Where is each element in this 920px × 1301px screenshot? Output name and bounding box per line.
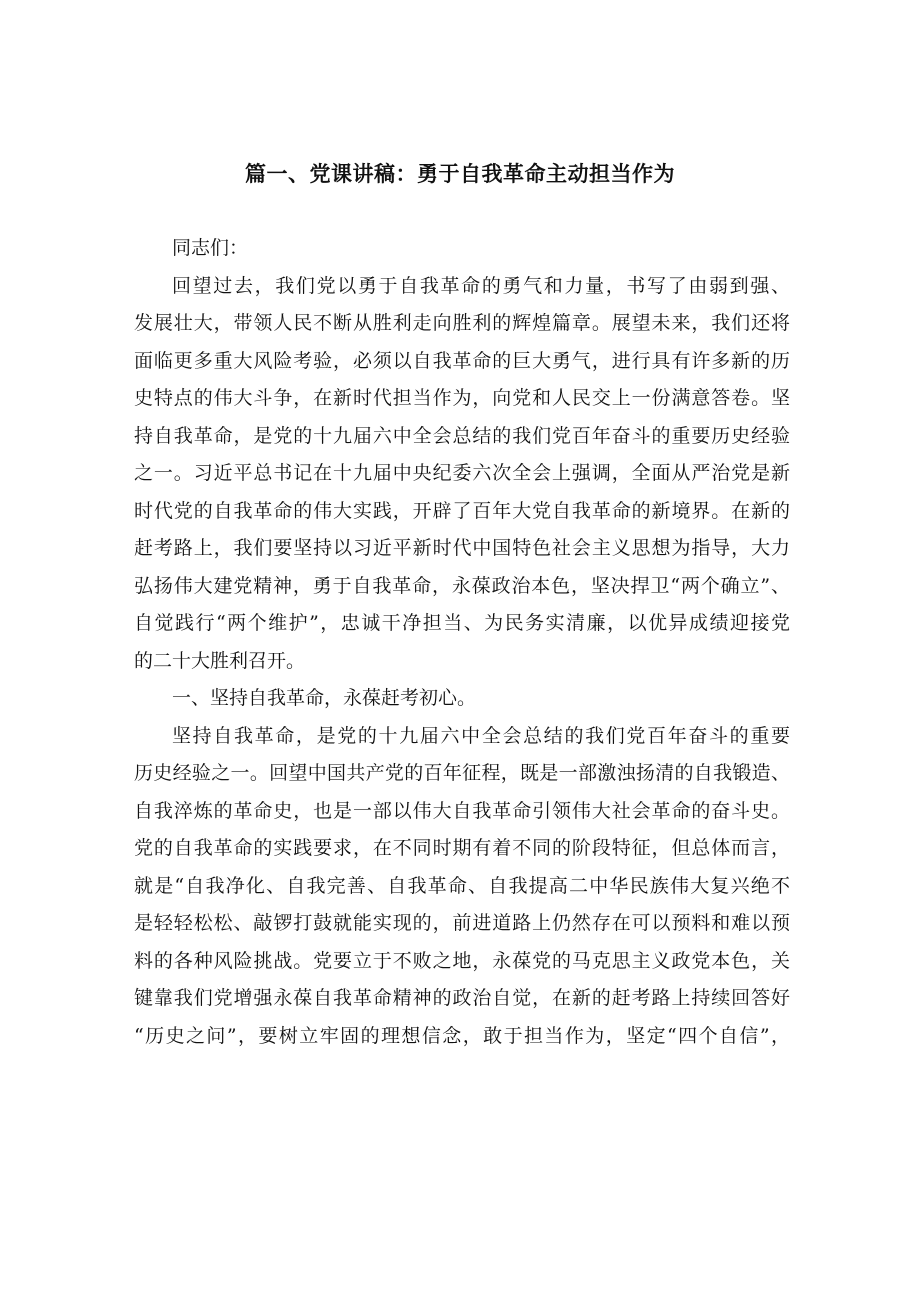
paragraph-line: 回望过去，我们党以勇于自我革命的勇气和力量，书写了由弱到强、 — [172, 274, 790, 297]
paragraph-line: 是轻轻松松、敲锣打鼓就能实现的，前进道路上仍然存在可以预料和难以预 — [134, 912, 790, 934]
paragraph-line: 史特点的伟大斗争，在新时代担当作为，向党和人民交上一份满意答卷。坚 — [134, 387, 790, 409]
paragraph-line: 弘扬伟大建党精神，勇于自我革命，永葆政治本色，坚决捍卫“两个确立”、 — [134, 574, 790, 597]
paragraph-line: 坚持自我革命，是党的十九届六中全会总结的我们党百年奋斗的重要 — [172, 724, 790, 747]
paragraph-line: 时代党的自我革命的伟大实践，开辟了百年大党自我革命的新境界。在新的 — [134, 499, 790, 522]
section-heading: 一、坚持自我革命，永葆赶考初心。 — [172, 687, 477, 709]
paragraph-line: 发展壮大，带领人民不断从胜利走向胜利的辉煌篇章。展望未来，我们还将 — [134, 312, 790, 334]
paragraph-line: 之一。习近平总书记在十九届中央纪委六次全会上强调，全面从严治党是新 — [134, 462, 790, 484]
paragraph-line: 自觉践行“两个维护”，忠诚干净担当、为民务实清廉，以优异成绩迎接党 — [134, 612, 790, 634]
paragraph-line: 料的各种风险挑战。党要立于不败之地，永葆党的马克思主义政党本色，关 — [134, 949, 790, 972]
document-title: 篇一、党课讲稿：勇于自我革命主动担当作为 — [245, 162, 675, 186]
salutation-line: 同志们： — [172, 237, 249, 259]
paragraph-line: 历史经验之一。回望中国共产党的百年征程，既是一部激浊扬清的自我锻造、 — [134, 762, 790, 784]
paragraph-line: 赶考路上，我们要坚持以习近平新时代中国特色社会主义思想为指导，大力 — [134, 537, 790, 559]
document-body — [134, 230, 790, 1055]
paragraph-line: 持自我革命，是党的十九届六中全会总结的我们党百年奋斗的重要历史经验 — [134, 424, 790, 447]
paragraph-line: 的二十大胜利召开。 — [134, 649, 306, 672]
paragraph-line: 自我淬炼的革命史，也是一部以伟大自我革命引领伟大社会革命的奋斗史。 — [134, 799, 790, 822]
paragraph-line: 就是“自我净化、自我完善、自我革命、自我提高二中华民族伟大复兴绝不 — [134, 874, 790, 897]
paragraph-line: 党的自我革命的实践要求，在不同时期有着不同的阶段特征，但总体而言， — [134, 837, 790, 859]
paragraph-line: 键靠我们党增强永葆自我革命精神的政治自觉，在新的赶考路上持续回答好 — [134, 987, 790, 1009]
paragraph-line: “历史之问”，要树立牢固的理想信念，敢于担当作为，坚定“四个自信”， — [134, 1024, 790, 1047]
paragraph-line: 面临更多重大风险考验，必须以自我革命的巨大勇气，进行具有许多新的历 — [134, 349, 790, 372]
